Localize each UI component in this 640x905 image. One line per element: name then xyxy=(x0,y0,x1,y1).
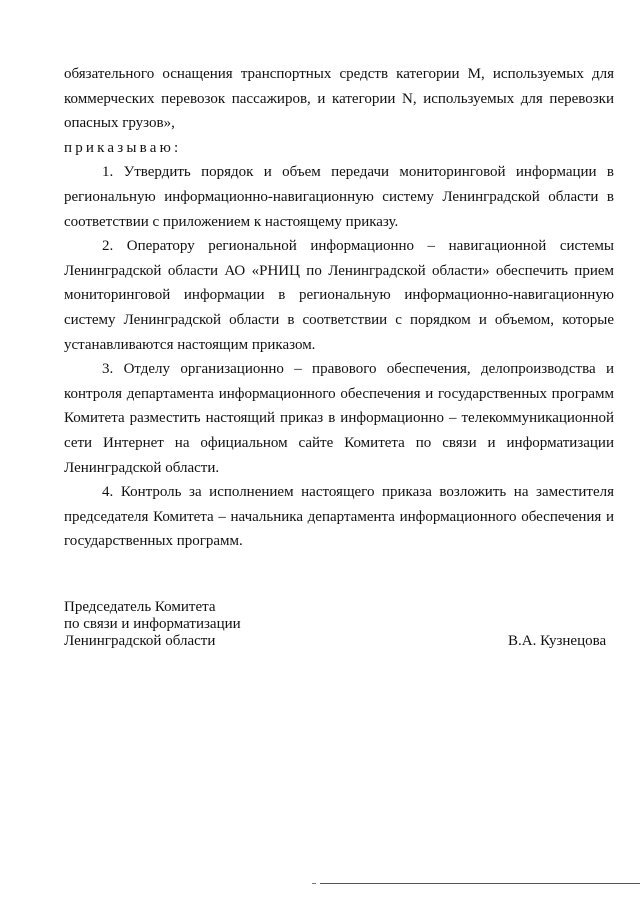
scan-artifact-line xyxy=(320,883,640,884)
order-keyword: приказываю: xyxy=(64,139,182,156)
order-item-4: 4. Контроль за исполнением настоящего приказа возложить на заместителя председателя Комитета – начальника департамента информационного обеспечения и государственных программ. xyxy=(64,484,614,550)
signatory-position-line-1: Председатель Комитета xyxy=(64,599,216,615)
signatory-name: В.А. Кузнецова xyxy=(508,633,607,649)
signatory-position xyxy=(64,599,284,650)
scan-artifact-dot xyxy=(312,883,316,884)
order-item-2: 2. Оператору региональной информационно – навигационной системы Ленинградской области АО «РНИЦ по Ленинградской области» обеспечить прием мониторинговой информации в региональную информационно-навигационную систему Ленинградской области в соответствии с порядком и объемом, которые устанавливаются настоящим приказом. xyxy=(64,238,614,353)
signatory-position-line-3: Ленинградской области xyxy=(64,633,216,649)
order-item-1: 1. Утвердить порядок и объем передачи мониторинговой информации в региональную информационно-навигационную систему Ленинградской области в соответствии с приложением к настоящему приказу. xyxy=(64,164,614,230)
paragraph-preamble-end: обязательного оснащения транспортных средств категории М, используемых для коммерческих перевозок пассажиров, и категории N, используемых для перевозки опасных грузов», xyxy=(64,66,614,132)
order-item-3: 3. Отделу организационно – правового обеспечения, делопроизводства и контроля департамента информационного обеспечения и государственных программ Комитета разместить настоящий приказ в информационно – телекоммуникационной сети Интернет на официальном сайте Комитета по связи и информатизации Ленинградской области. xyxy=(64,361,614,476)
signatory-position-line-2: по связи и информатизации xyxy=(64,616,241,632)
document-body xyxy=(64,62,614,554)
